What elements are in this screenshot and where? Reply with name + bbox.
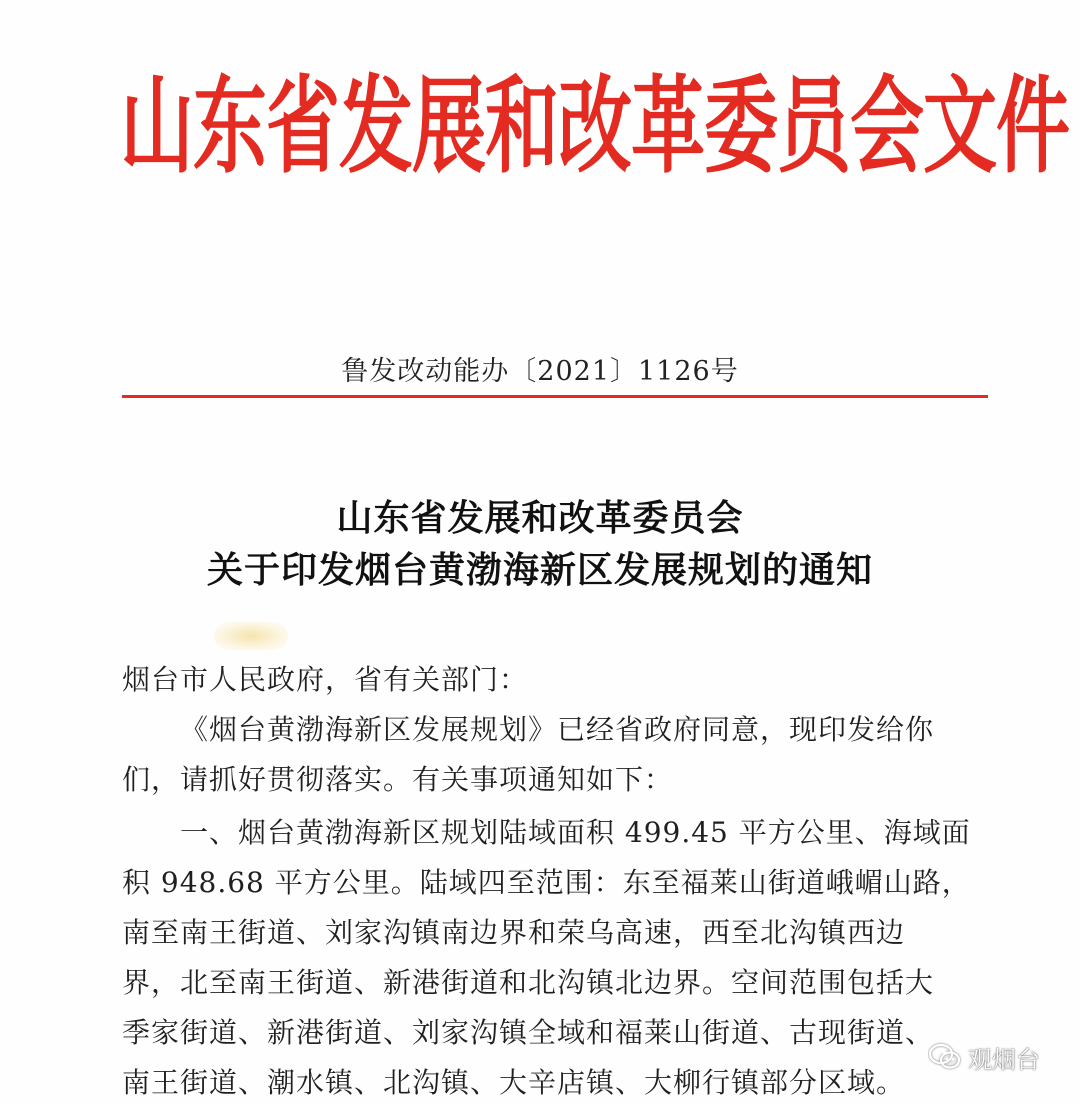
- body-line: 季家街道、新港街道、刘家沟镇全域和福莱山街道、古现街道、: [122, 1016, 935, 1049]
- body-line: 一、烟台黄渤海新区规划陆域面积 499.45 平方公里、海域面: [180, 816, 971, 849]
- body-line: 积 948.68 平方公里。陆域四至范围：东至福莱山街道峨嵋山路，: [122, 866, 971, 899]
- red-divider-rule: [122, 395, 988, 398]
- body-line: 界，北至南王街道、新港街道和北沟镇北边界。空间范围包括大: [122, 966, 935, 999]
- watermark-label: 观烟台: [968, 1045, 1040, 1074]
- notice-title-line-1: 山东省发展和改革委员会: [336, 497, 744, 539]
- body-line: 烟台市人民政府，省有关部门：: [122, 663, 529, 696]
- body-line: 《烟台黄渤海新区发展规划》已经省政府同意，现印发给你: [180, 713, 935, 746]
- masthead-title: 山东省发展和改革委员会文件: [120, 65, 1069, 189]
- highlight-smudge: [214, 622, 288, 650]
- body-line: 南王街道、潮水镇、北沟镇、大辛店镇、大柳行镇部分区域。: [122, 1066, 906, 1099]
- body-line: 南至南王街道、刘家沟镇南边界和荣乌高速，西至北沟镇西边: [122, 916, 906, 949]
- body-line: 们，请抓好贯彻落实。有关事项通知如下：: [122, 763, 674, 796]
- account-watermark: [928, 1040, 1040, 1074]
- wechat-icon: [928, 1042, 962, 1072]
- document-number: 鲁发改动能办〔2021〕1126号: [341, 356, 739, 387]
- notice-title-line-2: 关于印发烟台黄渤海新区发展规划的通知: [206, 549, 873, 591]
